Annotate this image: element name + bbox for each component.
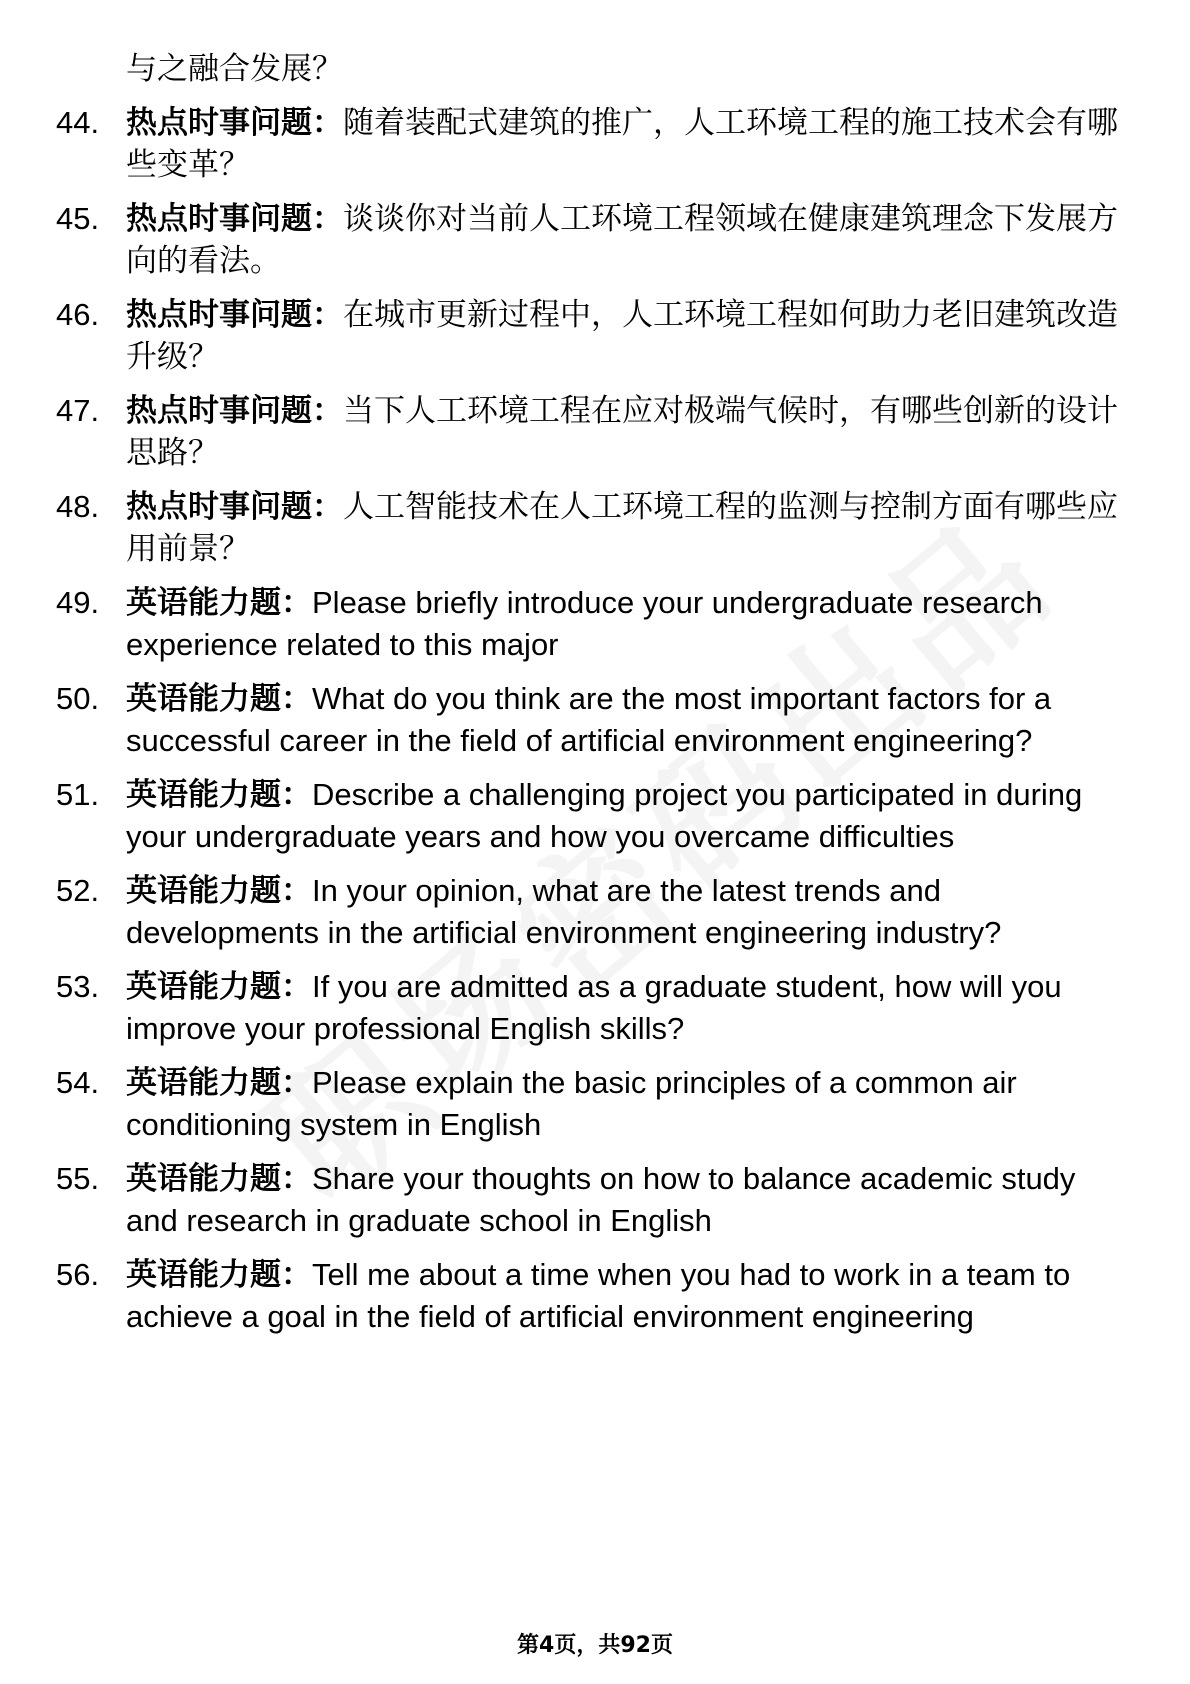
question-number: 53. <box>56 969 100 1004</box>
question-number: 51. <box>56 777 100 812</box>
question-text: In your opinion, what are the latest trends and developments in the artificial environment engineering industry? <box>126 873 1002 950</box>
question-category: 英语能力题： <box>126 873 312 909</box>
question-number: 46. <box>56 297 100 332</box>
question-category: 英语能力题： <box>126 1161 312 1197</box>
question-category: 英语能力题： <box>126 585 312 621</box>
question-item <box>0 870 1190 954</box>
question-text: 谈谈你对当前人工环境工程领域在健康建筑理念下发展方向的看法。 <box>126 201 1118 278</box>
question-number: 54. <box>56 1065 100 1100</box>
page-footer: 第4页，共92页 <box>517 1633 673 1658</box>
question-item <box>0 390 1190 474</box>
question-category: 热点时事问题： <box>126 105 343 141</box>
question-text: Tell me about a time when you had to work in a team to achieve a goal in the field of artificial environment engineering <box>126 1257 1071 1334</box>
question-item <box>0 198 1190 282</box>
question-number: 44. <box>56 105 100 140</box>
question-item <box>0 294 1190 378</box>
continued-text: 与之融合发展？ <box>126 51 343 87</box>
question-item <box>0 774 1190 858</box>
question-category: 热点时事问题： <box>126 489 343 525</box>
question-category: 英语能力题： <box>126 1257 312 1293</box>
question-text: If you are admitted as a graduate student, how will you improve your professional English skills? <box>126 969 1062 1046</box>
question-number: 56. <box>56 1257 100 1292</box>
question-category: 英语能力题： <box>126 969 312 1005</box>
question-category: 热点时事问题： <box>126 297 343 333</box>
question-text: What do you think are the most important factors for a successful career in the field of artificial environment engineering? <box>126 681 1052 758</box>
question-category: 英语能力题： <box>126 1065 312 1101</box>
question-number: 47. <box>56 393 100 428</box>
question-item <box>0 102 1190 186</box>
question-item <box>0 1254 1190 1338</box>
question-text: 人工智能技术在人工环境工程的监测与控制方面有哪些应用前景？ <box>126 489 1118 566</box>
question-text: Share your thoughts on how to balance academic study and research in graduate school in English <box>126 1161 1076 1238</box>
question-item <box>0 486 1190 570</box>
question-item <box>0 582 1190 666</box>
question-category: 英语能力题： <box>126 777 312 813</box>
question-number: 55. <box>56 1161 100 1196</box>
question-item <box>0 1158 1190 1242</box>
question-text: 随着装配式建筑的推广，人工环境工程的施工技术会有哪些变革？ <box>126 105 1118 182</box>
question-category: 英语能力题： <box>126 681 312 717</box>
question-item <box>0 966 1190 1050</box>
question-item <box>0 1062 1190 1146</box>
question-text: Please briefly introduce your undergraduate research experience related to this major <box>126 585 1043 662</box>
question-number: 52. <box>56 873 100 908</box>
question-number: 49. <box>56 585 100 620</box>
question-text: 当下人工环境工程在应对极端气候时，有哪些创新的设计思路？ <box>126 393 1118 470</box>
question-text: 在城市更新过程中，人工环境工程如何助力老旧建筑改造升级？ <box>126 297 1118 374</box>
question-number: 45. <box>56 201 100 236</box>
question-number: 48. <box>56 489 100 524</box>
question-text: Please explain the basic principles of a common air conditioning system in English <box>126 1065 1017 1142</box>
question-category: 热点时事问题： <box>126 201 343 237</box>
question-text: Describe a challenging project you participated in during your undergraduate years and how you overcame difficulties <box>126 777 1083 854</box>
question-list <box>0 48 1190 1350</box>
question-category: 热点时事问题： <box>126 393 343 429</box>
question-number: 50. <box>56 681 100 716</box>
question-item <box>0 678 1190 762</box>
